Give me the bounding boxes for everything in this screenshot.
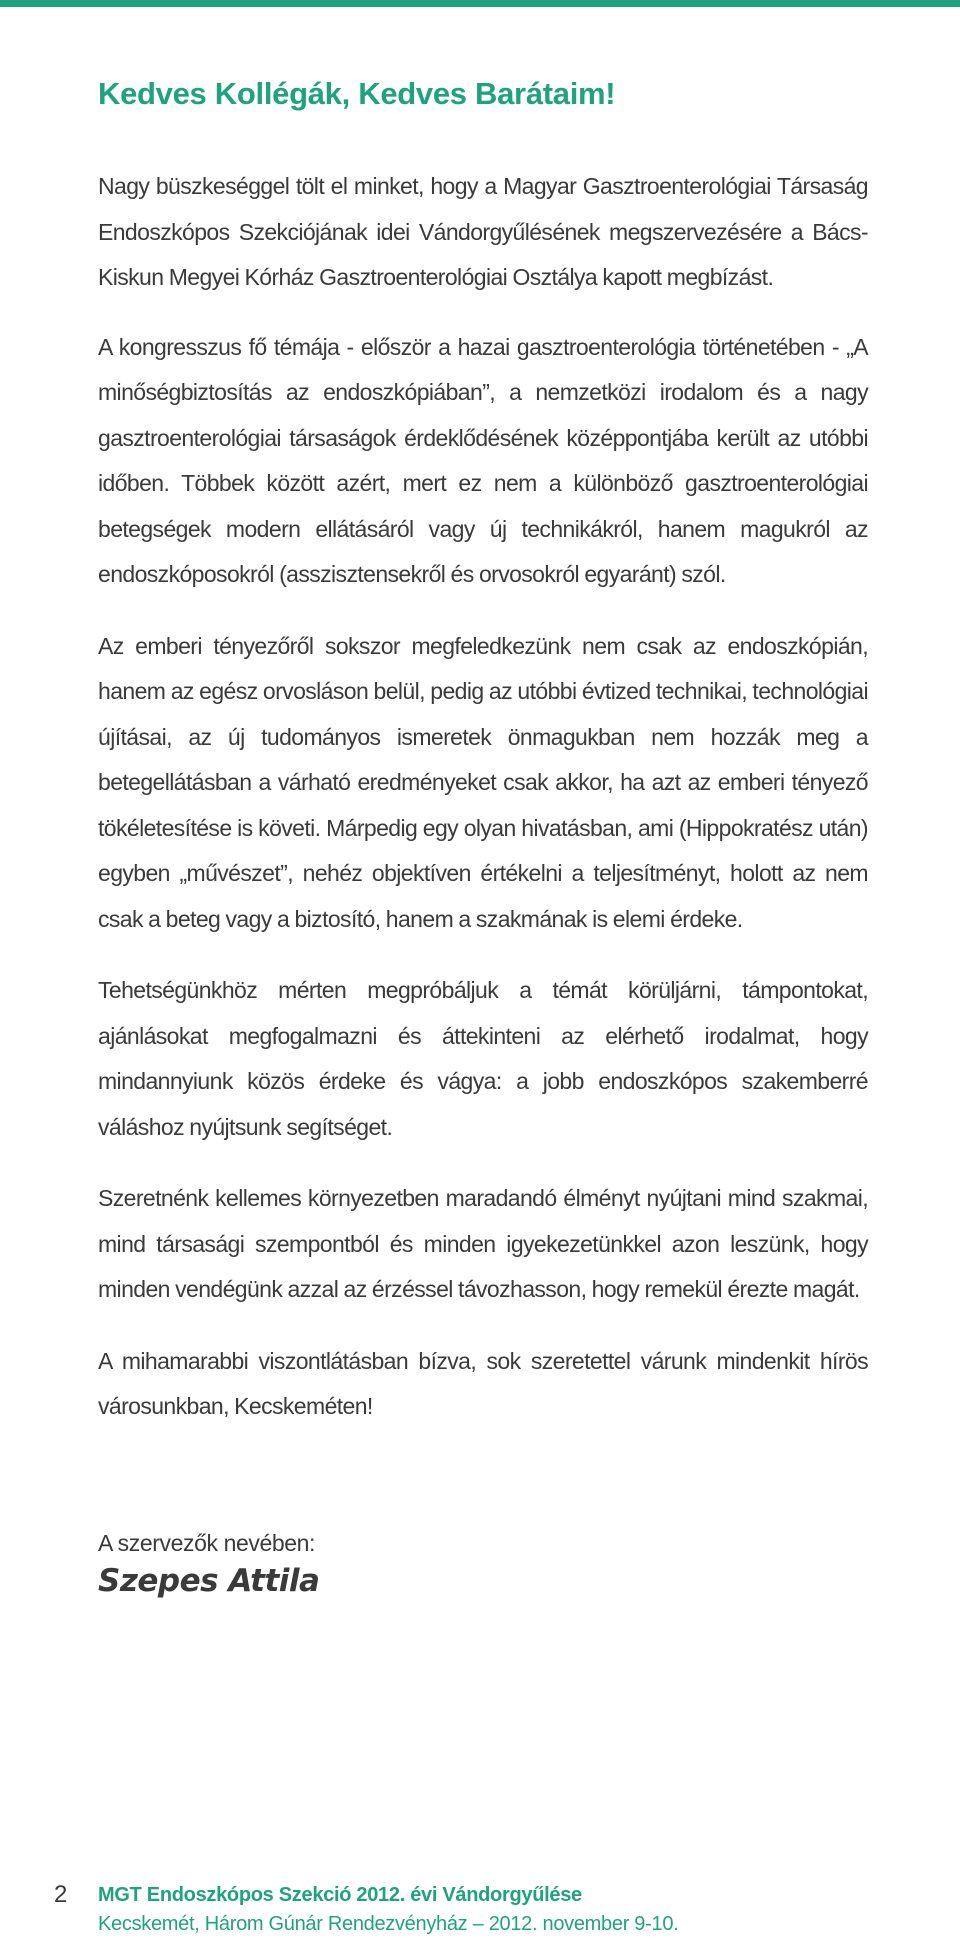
- footer-text: [98, 1880, 678, 1938]
- top-accent-bar: [0, 0, 960, 7]
- paragraph-topic: A kongresszus fő témája - először a hazai gasztroenterológia történetében - „A minőségbiztosítás az endoszkópiában”, a nemzetközi irodalom és a nagy gasztroenterológiai társaságok érdeklődésének középpontjába került az utóbbi időben. Többek között azért, mert ez nem a különböző gasztroenterológiai betegségek modern ellátásáról vagy új technikákról, hanem magukról az endoszkóposokról (asszisztensekről és orvosokról egyaránt) szól.: [98, 333, 868, 587]
- greeting-heading: Kedves Kollégák, Kedves Barátaim!: [98, 76, 616, 111]
- paragraph-human-factor: Az emberi tényezőről sokszor megfeledkezünk nem csak az endoszkópián, hanem az egész orvosláson belül, pedig az utóbbi évtized technikai, technológiai újításai, az új tudományos ismeretek önmagukban nem hozzák meg a betegellátásban a várható eredményeket csak akkor, ha azt az emberi tényező tökéletesítése is követi. Márpedig egy olyan hivatásban, ami (Hippokratész után) egyben „művészet”, nehéz objektíven értékelni a teljesítményt, holott az nem csak a beteg vagy a biztosító, hanem a szakmának is elemi érdeke.: [98, 632, 868, 932]
- page-footer: [54, 1880, 914, 1940]
- footer-event-location: Kecskemét, Három Gúnár Rendezvényház – 2012. november 9-10.: [98, 1913, 679, 1935]
- signoff-label: A szervezők nevében:: [98, 1529, 316, 1556]
- footer-event-title: MGT Endoszkópos Szekció 2012. évi Vándorgyűlése: [98, 1884, 582, 1906]
- paragraph-goals: Tehetségünkhöz mérten megpróbáljuk a témát körüljárni, támpontokat, ajánlásokat megfogalmazni és áttekinteni az elérhető irodalmat, hogy mindannyiunk közös érdeke és vágya: a jobb endoszkópos szakemberré váláshoz nyújtsunk segítséget.: [98, 977, 868, 1140]
- signature-name: Szepes Attila: [98, 1562, 320, 1599]
- paragraph-invitation: A mihamarabbi viszontlátásban bízva, sok szeretettel várunk mindenkit hírös városunkban, Kecskeméten!: [98, 1347, 868, 1419]
- page-number: 2: [54, 1881, 68, 1908]
- paragraph-intro: Nagy büszkeséggel tölt el minket, hogy a Magyar Gasztroenterológiai Társaság Endoszkópos Szekciójának idei Vándorgyűlésének megszervezésére a Bács-Kiskun Megyei Kórház Gasztroenterológiai Osztálya kapott megbízást.: [98, 173, 868, 290]
- letter-body: [98, 62, 868, 1602]
- paragraph-experience: Szeretnénk kellemes környezetben maradandó élményt nyújtani mind szakmai, mind társasági szempontból és minden igyekezetünkkel azon leszünk, hogy minden vendégünk azzal az érzéssel távozhasson, hogy remekül érezte magát.: [98, 1185, 868, 1302]
